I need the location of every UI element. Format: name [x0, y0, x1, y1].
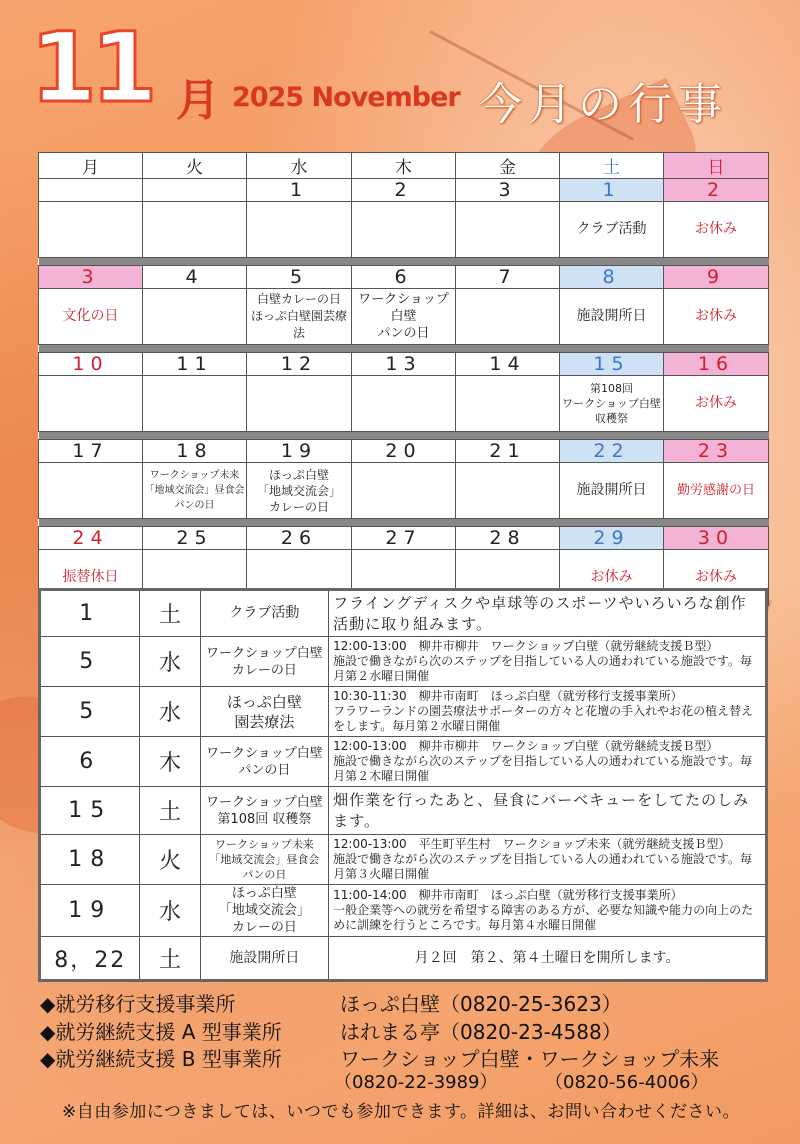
- day-event: [247, 376, 352, 432]
- day-number-sunday: 23: [664, 440, 769, 463]
- schedule-row: [40, 937, 767, 981]
- day-event: 施設開所日: [560, 463, 664, 519]
- day-number-sunday: 2: [664, 179, 769, 202]
- schedule-detail: 10:30-11:30 柳井市南町 ほっぷ白壁（就労移行支援事業所） フラワーランドの園芸療法サポーターの方々と花壇の手入れやお花の植え替えをします。毎月第２水曜日開催: [329, 687, 767, 737]
- day-number: 1: [247, 179, 352, 202]
- year-english: 2025 November: [232, 82, 460, 113]
- month-suffix: 月: [176, 75, 220, 126]
- schedule-event-name: ワークショップ白壁 パンの日: [200, 737, 329, 787]
- schedule-event-name: ほっぷ白壁 園芸療法: [200, 687, 329, 737]
- day-number: 21: [456, 440, 560, 463]
- day-event: [247, 202, 352, 258]
- day-event: [143, 202, 247, 258]
- week-1-event-row: [39, 202, 769, 258]
- week-4-event-row: [39, 463, 769, 519]
- schedule-detail: 畑作業を行ったあと、昼食にバーベキューをしてたのしみます。: [329, 787, 767, 835]
- day-number-holiday: 3: [39, 266, 143, 289]
- phone-workshop-mirai: （0820-56-4006）: [545, 1072, 709, 1093]
- day-event: 施設開所日: [560, 289, 664, 345]
- day-number-saturday: 8: [560, 266, 664, 289]
- schedule-event-name: 施設開所日: [200, 937, 329, 981]
- weekday-sun: 日: [664, 153, 769, 179]
- day-event: [352, 202, 456, 258]
- facility-contact: はれまる亭（0820-23-4588）: [340, 1020, 622, 1044]
- schedule-detail: 11:00-14:00 柳井市南町 ほっぷ白壁（就労移行支援事業所） 一般企業等への就労を希望する障害のある方が、必要な知識や能力の向上のために訓練を行うところです。毎月第４水曜日開催: [329, 885, 767, 937]
- schedule-date: 5: [40, 637, 140, 687]
- week-1-date-row: [39, 179, 769, 202]
- day-number-saturday: 22: [560, 440, 664, 463]
- month-number: 11: [30, 12, 152, 124]
- day-event: [456, 289, 560, 345]
- day-number: 24: [39, 527, 143, 550]
- schedule-row: [40, 835, 767, 885]
- contact-line: [40, 988, 622, 1017]
- day-number: 25: [143, 527, 247, 550]
- schedule-date: 1: [40, 590, 140, 637]
- schedule-date: 8，22: [40, 937, 140, 981]
- schedule-row: [40, 687, 767, 737]
- day-event: [352, 376, 456, 432]
- weekday-sat: 土: [560, 153, 664, 179]
- day-event: お休み: [664, 376, 769, 432]
- day-number-sunday: 9: [664, 266, 769, 289]
- day-event: 勤労感謝の日: [664, 463, 769, 519]
- schedule-event-name: ワークショップ白壁 第108回 収穫祭: [200, 787, 329, 835]
- week-5-date-row: [39, 527, 769, 550]
- schedule-detail: 月２回 第２、第４土曜日を開所します。: [329, 937, 767, 981]
- day-event: 文化の日: [39, 289, 143, 345]
- day-number: 26: [247, 527, 352, 550]
- page-title: 今月の行事: [478, 79, 728, 130]
- schedule-date: 18: [40, 835, 140, 885]
- day-number: 11: [143, 353, 247, 376]
- schedule-date: 19: [40, 885, 140, 937]
- day-number-saturday: 15: [560, 353, 664, 376]
- day-event: お休み: [664, 202, 769, 258]
- weekday-thu: 木: [352, 153, 456, 179]
- day-event: [143, 289, 247, 345]
- day-event: ワークショップ未来 「地域交流会」昼食会 パンの日: [143, 463, 247, 519]
- day-number: 20: [352, 440, 456, 463]
- day-event: 白壁カレーの日 ほっぷ白壁園芸療法: [247, 289, 352, 345]
- event-schedule-table: [38, 588, 768, 982]
- day-number: 6: [352, 266, 456, 289]
- facility-type: ◆就労移行支援事業所: [40, 992, 236, 1016]
- day-number: 27: [352, 527, 456, 550]
- schedule-detail: フライングディスクや卓球等のスポーツやいろいろな創作活動に取り組みます。: [329, 590, 767, 637]
- day-number-saturday: 29: [560, 527, 664, 550]
- day-number-sunday: 16: [664, 353, 769, 376]
- schedule-row: [40, 885, 767, 937]
- schedule-weekday: 水: [140, 637, 200, 687]
- facility-type: ◆就労継続支援 A 型事業所: [40, 1020, 282, 1044]
- day-event: お休み: [664, 289, 769, 345]
- schedule-row: [40, 637, 767, 687]
- schedule-detail: 12:00-13:00 平生町平生村 ワークショップ未来（就労継続支援Ｂ型） 施設で働きながら次のステップを目指している人の通われている施設です。毎月第３火曜日開催: [329, 835, 767, 885]
- day-number: 28: [456, 527, 560, 550]
- facility-contact: ワークショップ白壁・ワークショップ未来: [340, 1047, 720, 1071]
- schedule-detail: 12:00-13:00 柳井市柳井 ワークショップ白壁（就労継続支援Ｂ型） 施設で働きながら次のステップを目指している人の通われている施設です。毎月第２木曜日開催: [329, 737, 767, 787]
- participation-note: ※自由参加につきましては、いつでも参加できます。詳細は、お問い合わせください。: [62, 1102, 741, 1122]
- day-event: [143, 376, 247, 432]
- day-number: 7: [456, 266, 560, 289]
- day-event: ほっぷ白壁 「地域交流会」 カレーの日: [247, 463, 352, 519]
- day-event: [39, 376, 143, 432]
- day-event: お休み: [664, 550, 769, 606]
- day-event: [456, 463, 560, 519]
- day-event: [352, 463, 456, 519]
- schedule-row: [40, 590, 767, 637]
- schedule-date: 6: [40, 737, 140, 787]
- weekday-wed: 水: [247, 153, 352, 179]
- schedule-weekday: 水: [140, 687, 200, 737]
- day-event: 振替休日: [39, 550, 143, 606]
- day-event: クラブ活動: [560, 202, 664, 258]
- day-number: 10: [39, 353, 143, 376]
- schedule-event-name: ワークショップ白壁 カレーの日: [200, 637, 329, 687]
- day-event: ワークショップ白壁 パンの日: [352, 289, 456, 345]
- schedule-weekday: 木: [140, 737, 200, 787]
- day-number: 19: [247, 440, 352, 463]
- schedule-weekday: 火: [140, 835, 200, 885]
- row-divider: [39, 519, 769, 527]
- day-number: 13: [352, 353, 456, 376]
- day-number: 5: [247, 266, 352, 289]
- week-2-event-row: [39, 289, 769, 345]
- phone-workshop-shirakabe: （0820-22-3989）: [334, 1072, 498, 1093]
- day-number: [39, 179, 143, 202]
- day-event: 第108回 ワークショップ白壁 収穫祭: [560, 376, 664, 432]
- schedule-weekday: 土: [140, 590, 200, 637]
- day-event: [456, 376, 560, 432]
- schedule-weekday: 土: [140, 937, 200, 981]
- weekday-header-row: [39, 153, 769, 179]
- day-number-saturday: 1: [560, 179, 664, 202]
- week-2-date-row: [39, 266, 769, 289]
- day-number-sunday: 30: [664, 527, 769, 550]
- schedule-detail: 12:00-13:00 柳井市柳井 ワークショップ白壁（就労継続支援Ｂ型） 施設で働きながら次のステップを目指している人の通われている施設です。毎月第２水曜日開催: [329, 637, 767, 687]
- facility-type: ◆就労継続支援 B 型事業所: [40, 1047, 282, 1071]
- day-number: 2: [352, 179, 456, 202]
- week-3-date-row: [39, 353, 769, 376]
- day-number: 3: [456, 179, 560, 202]
- schedule-weekday: 土: [140, 787, 200, 835]
- schedule-row: [40, 787, 767, 835]
- day-number: 12: [247, 353, 352, 376]
- weekday-fri: 金: [456, 153, 560, 179]
- day-number: 14: [456, 353, 560, 376]
- schedule-event-name: ほっぷ白壁 「地域交流会」 カレーの日: [200, 885, 329, 937]
- row-divider: [39, 258, 769, 266]
- contact-line: [40, 1016, 622, 1045]
- schedule-event-name: ワークショップ未来 「地域交流会」昼食会 パンの日: [200, 835, 329, 885]
- schedule-date: 5: [40, 687, 140, 737]
- week-3-event-row: [39, 376, 769, 432]
- row-divider: [39, 432, 769, 440]
- week-4-date-row: [39, 440, 769, 463]
- facility-contact: ほっぷ白壁（0820-25-3623）: [340, 992, 622, 1016]
- schedule-weekday: 水: [140, 885, 200, 937]
- schedule-event-name: クラブ活動: [200, 590, 329, 637]
- schedule-date: 15: [40, 787, 140, 835]
- day-number: 17: [39, 440, 143, 463]
- weekday-mon: 月: [39, 153, 143, 179]
- day-event: [456, 202, 560, 258]
- day-number: 4: [143, 266, 247, 289]
- monthly-calendar: [38, 152, 769, 606]
- day-event: [39, 202, 143, 258]
- day-event: [39, 463, 143, 519]
- weekday-tue: 火: [143, 153, 247, 179]
- schedule-row: [40, 737, 767, 787]
- row-divider: [39, 345, 769, 353]
- day-number: [143, 179, 247, 202]
- day-event: お休み: [560, 550, 664, 606]
- day-number: 18: [143, 440, 247, 463]
